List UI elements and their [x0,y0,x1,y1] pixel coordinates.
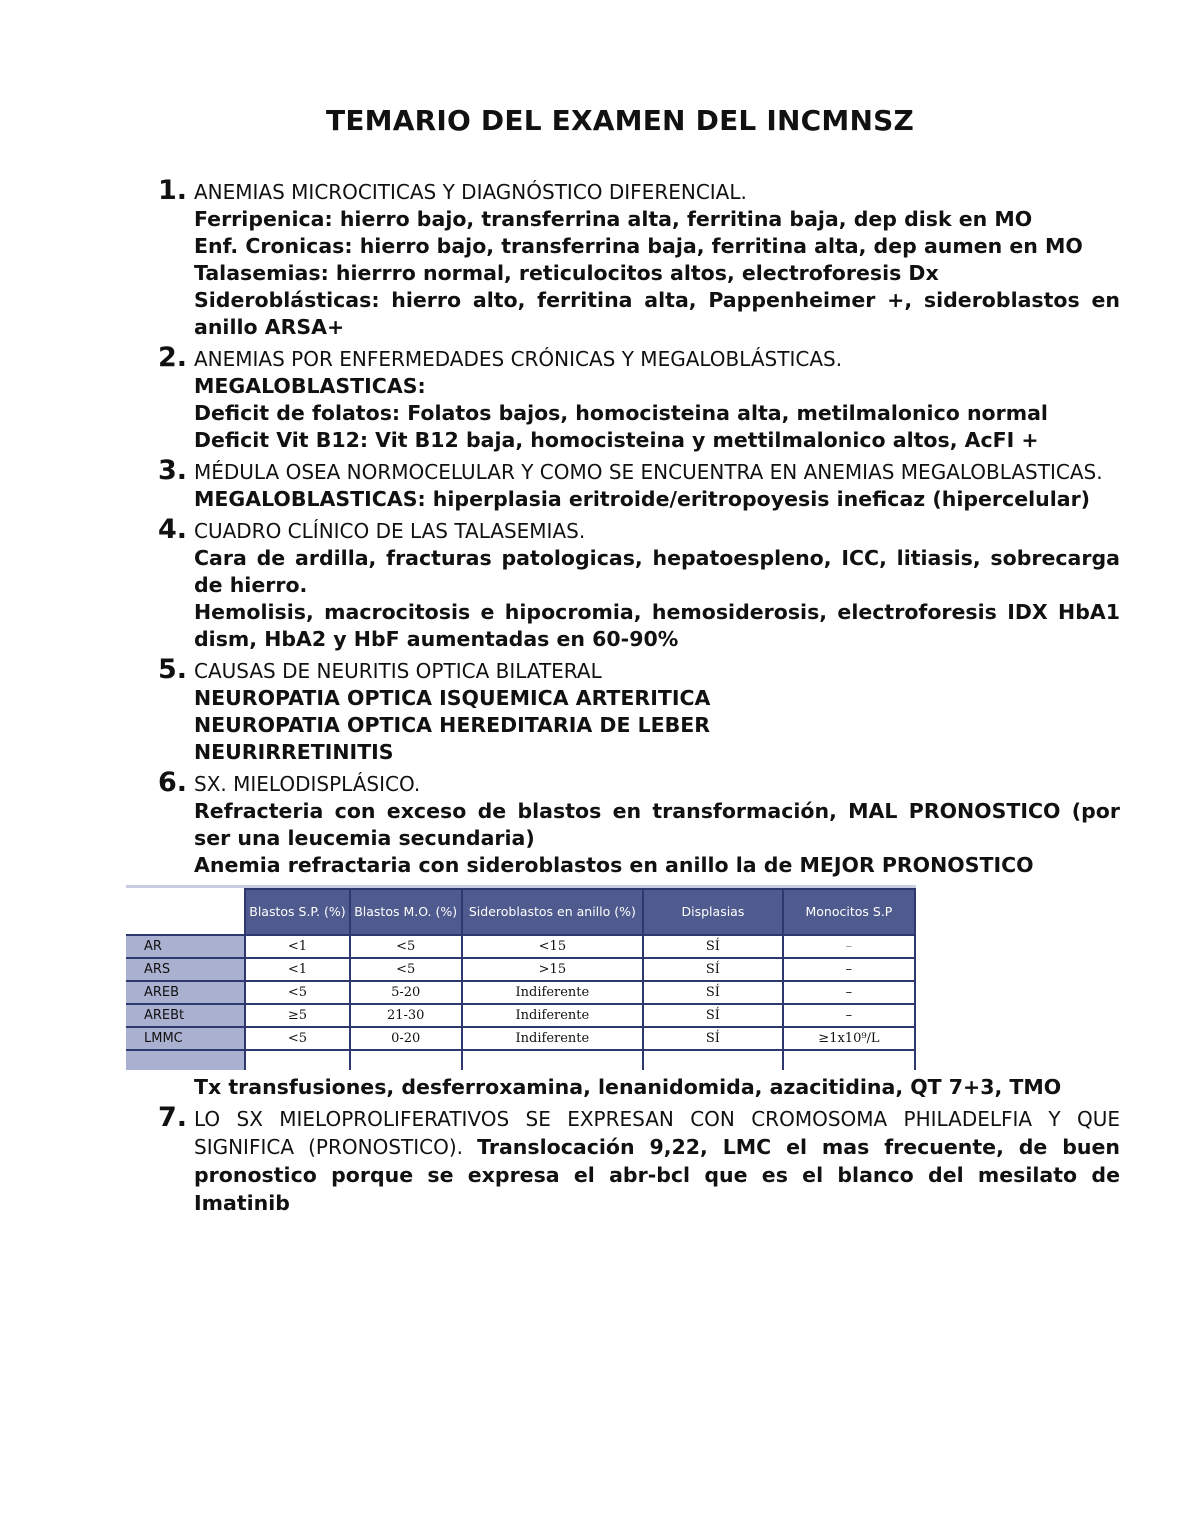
mds-table [126,888,916,1070]
item-question-with-answer [194,1105,1120,1217]
table-cell: Indiferente [462,1027,643,1050]
list-item [144,767,1120,1101]
table-cell: ≥5 [245,1004,349,1027]
table-cell: ARS [126,958,245,981]
table-header: Blastos S.P. (%) [245,889,349,935]
item-number: 6. [158,767,188,798]
table-cell: SÍ [643,1027,783,1050]
item-question: ANEMIAS POR ENFERMEDADES CRÓNICAS Y MEGALOBLÁSTICAS. [194,347,843,371]
table-cell: SÍ [643,958,783,981]
list-item [158,455,1120,513]
table-cell: <1 [245,935,349,958]
table-row [126,1050,915,1070]
item-answer: NEUROPATIA OPTICA HEREDITARIA DE LEBER [194,713,711,737]
item-answer: Sideroblásticas: hierro alto, ferritina alta, Pappenheimer +, sideroblastos en anillo ARSA+ [194,288,1120,339]
table-cell [783,1050,915,1070]
item-answer: Enf. Cronicas: hierro bajo, transferrina baja, ferritina alta, dep aumen en MO [194,234,1083,258]
table-row [126,981,915,1004]
table-header: Blastos M.O. (%) [350,889,462,935]
table-header-row [126,889,915,935]
item-answer: Tx transfusiones, desferroxamina, lenanidomida, azacitidina, QT 7+3, TMO [194,1075,1062,1099]
list-item [158,514,1120,653]
table-cell: AR [126,935,245,958]
item-answer: Ferripenica: hierro bajo, transferrina alta, ferritina baja, dep disk en MO [194,207,1033,231]
item-answer: MEGALOBLASTICAS: [194,374,426,398]
table-row [126,958,915,981]
table-cell: AREBt [126,1004,245,1027]
item-number: 5. [158,654,188,685]
list-item [158,175,1120,341]
table-cell: <1 [245,958,349,981]
item-answer: Hemolisis, macrocitosis e hipocromia, hemosiderosis, electroforesis IDX HbA1 dism, HbA2 y HbF aumentadas en 60-90% [194,600,1120,651]
table-cell: AREB [126,981,245,1004]
table-cell [350,1050,462,1070]
table-cell: 0-20 [350,1027,462,1050]
item-number: 7. [158,1102,188,1133]
table-header: Monocitos S.P [783,889,915,935]
item-answer: Translocación 9,22, LMC el mas frecuente, de buen pronostico porque se expresa el abr-bcl que es el blanco del mesilato de Imatinib [194,1135,1120,1215]
item-question: LO SX MIELOPROLIFERATIVOS SE EXPRESAN CON CROMOSOMA PHILADELFIA Y QUE SIGNIFICA (PRONOSTICO). [194,1107,1120,1159]
table-row [126,935,915,958]
table-cell: Indiferente [462,1004,643,1027]
item-answer: Deficit de folatos: Folatos bajos, homocisteina alta, metilmalonico normal [194,401,1048,425]
table-cell: ≥1x10⁹/L [783,1027,915,1050]
table-cell: <5 [245,1027,349,1050]
item-number: 1. [158,175,188,206]
page-title: TEMARIO DEL EXAMEN DEL INCMNSZ [326,104,914,137]
table-cell: – [783,935,915,958]
table-cell: <5 [350,958,462,981]
item-question: MÉDULA OSEA NORMOCELULAR Y COMO SE ENCUENTRA EN ANEMIAS MEGALOBLASTICAS. [194,460,1103,484]
list-item [158,1102,1120,1217]
item-answer: MEGALOBLASTICAS: hiperplasia eritroide/eritropoyesis ineficaz (hipercelular) [194,487,1091,511]
table-cell: 21-30 [350,1004,462,1027]
item-number: 4. [158,514,188,545]
table-cell: >15 [462,958,643,981]
table-cell [462,1050,643,1070]
table-cell: SÍ [643,1004,783,1027]
table-row [126,1004,915,1027]
mds-table-image [126,885,916,1070]
item-answer: Refracteria con exceso de blastos en transformación, MAL PRONOSTICO (por ser una leucemia secundaria) [194,799,1120,850]
item-number: 2. [158,342,188,373]
table-cell: <5 [350,935,462,958]
list-item [158,654,1120,766]
item-answer: NEURIRRETINITIS [194,740,394,764]
table-cell: Indiferente [462,981,643,1004]
table-cell: – [783,958,915,981]
table-header: Displasias [643,889,783,935]
item-answer: Cara de ardilla, fracturas patologicas, hepatoespleno, ICC, litiasis, sobrecarga de hierro. [194,546,1120,597]
item-answer: Deficit Vit B12: Vit B12 baja, homocisteina y mettilmalonico altos, AcFI + [194,428,1039,452]
topic-list [144,175,1120,1221]
table-cell: <5 [245,981,349,1004]
item-answer: Anemia refractaria con sideroblastos en anillo la de MEJOR PRONOSTICO [194,853,1034,877]
table-corner [126,889,245,935]
list-item [158,342,1120,454]
item-answer: NEUROPATIA OPTICA ISQUEMICA ARTERITICA [194,686,711,710]
item-question: CAUSAS DE NEURITIS OPTICA BILATERAL [194,659,602,683]
table-cell: SÍ [643,935,783,958]
table-cell [126,1050,245,1070]
item-question: CUADRO CLÍNICO DE LAS TALASEMIAS. [194,519,586,543]
table-cell: <15 [462,935,643,958]
table-row [126,1027,915,1050]
item-question: SX. MIELODISPLÁSICO. [194,772,421,796]
table-cell: SÍ [643,981,783,1004]
table-cell: LMMC [126,1027,245,1050]
table-header: Sideroblastos en anillo (%) [462,889,643,935]
table-cell [643,1050,783,1070]
table-cell: 5-20 [350,981,462,1004]
table-cell [245,1050,349,1070]
table-cell: – [783,1004,915,1027]
item-answer: Talasemias: hierrro normal, reticulocitos altos, electroforesis Dx [194,261,939,285]
table-cell: – [783,981,915,1004]
item-number: 3. [158,455,188,486]
item-question: ANEMIAS MICROCITICAS Y DIAGNÓSTICO DIFERENCIAL. [194,180,747,204]
